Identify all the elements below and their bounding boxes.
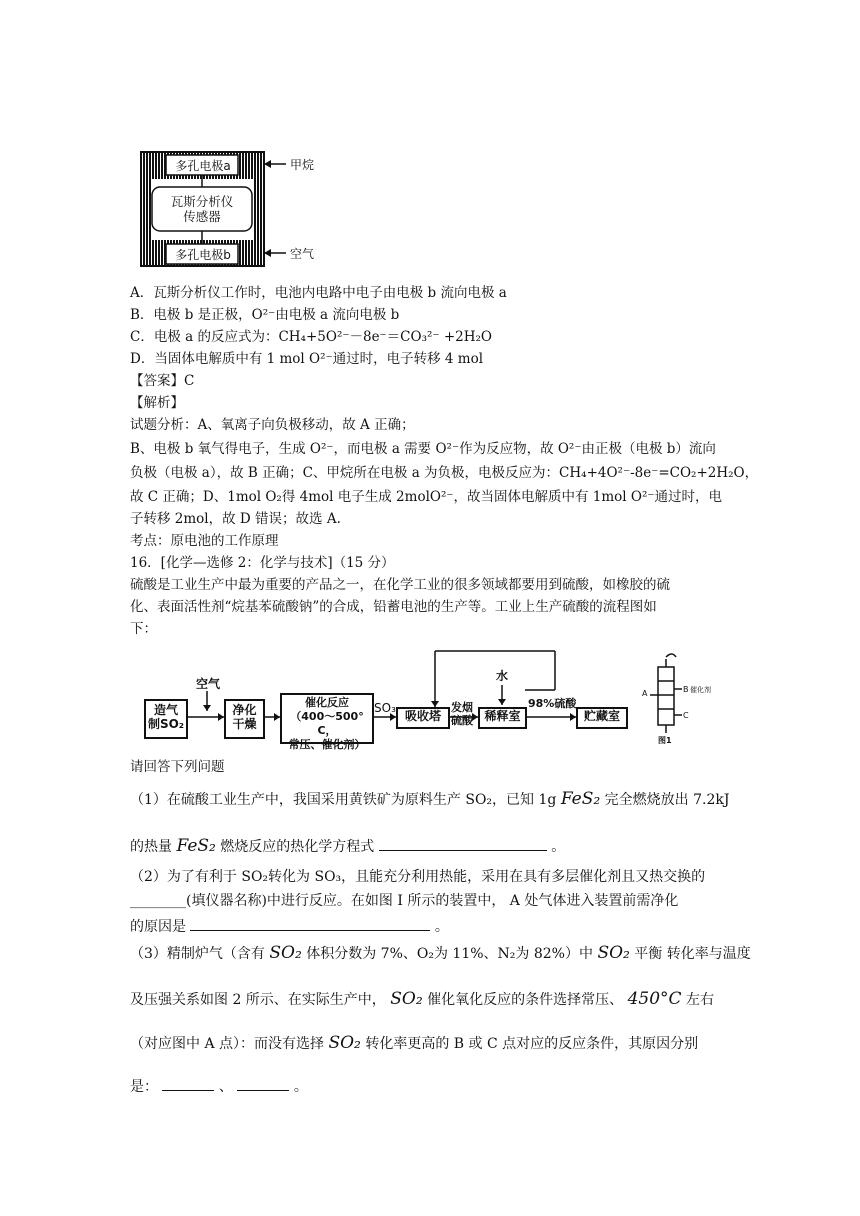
catalyst-label: 催化剂 <box>690 686 711 694</box>
step-purify-dry: 净化 干燥 <box>224 699 265 739</box>
fuming-acid-label: 发烟 硫酸 <box>451 701 473 727</box>
fuel-cell-figure <box>140 150 340 268</box>
analysis-line-5: 子转移 2mol，故 D 错误；故选 A. <box>130 511 341 527</box>
q3-end: 。 <box>293 1079 308 1095</box>
reactor-tower-icon <box>650 654 682 733</box>
q3-text-2b: 催化氧化反应的条件选择常压、 <box>427 992 624 1008</box>
q2-text-3: 的原因是 <box>130 919 186 935</box>
port-a-label: A <box>642 689 648 698</box>
option-a: A．瓦斯分析仪工作时，电池内电路中电子由电极 b 流向电极 a <box>130 285 507 301</box>
q2-line-2: ________(填仪器名称)中进行反应。在如图 I 所示的装置中， A 处气体进入装置前需净化 <box>130 893 679 909</box>
q3-answer-blank-2[interactable] <box>237 1076 289 1091</box>
option-d: D．当固体电解质中有 1 mol O²⁻通过时，电子转移 4 mol <box>130 351 484 367</box>
q16-intro-3: 下： <box>130 621 157 637</box>
q16-intro-2: 化、表面活性剂“烷基苯硫酸钠”的合成，铅蓄电池的生产等。工业上生产硫酸的流程图如 <box>130 599 657 615</box>
q3-text-4a: 是： <box>130 1079 158 1095</box>
figure-1-caption: 图1 <box>658 736 672 745</box>
q3-text-1a: （3）精制炉气（含有 <box>130 946 265 962</box>
kaodian: 考点：原电池的工作原理 <box>130 533 279 549</box>
port-c-label: C <box>683 711 689 720</box>
fes2-formula-2: FeS₂ <box>176 836 216 856</box>
q1-line-2 <box>130 836 565 856</box>
air-label: 空气 <box>290 247 315 261</box>
q1-line-1 <box>130 790 729 809</box>
water-label: 水 <box>496 669 509 683</box>
q3-line-1 <box>130 944 751 963</box>
q2-end: 。 <box>434 919 449 935</box>
q3-line-3 <box>130 1034 698 1053</box>
step-absorption-tower: 吸收塔 <box>396 707 450 729</box>
step-dilution-room: 稀释室 <box>478 707 527 729</box>
analysis-title: 【解析】 <box>130 395 184 411</box>
q1-text-3: 的热量 <box>130 839 172 855</box>
question-16-title: 16．[化学—选修 2：化学与技术]（15 分） <box>130 555 395 571</box>
methane-label: 甲烷 <box>290 158 315 172</box>
so3-label: SO₃ <box>374 701 396 715</box>
option-c: C．电极 a 的反应式为：CH₄+5O²⁻－8e⁻＝CO₃²⁻ +2H₂O <box>130 329 492 345</box>
q2-answer-blank[interactable] <box>190 916 430 931</box>
acid-98-label: 98%硫酸 <box>528 697 577 710</box>
temperature-value: 450°C <box>627 989 682 1009</box>
q3-text-1c: 平衡 转化率与温度 <box>634 946 751 962</box>
step-catalytic-reaction: 催化反应 （400～500° C， 常压、催化剂） <box>280 693 374 744</box>
electrode-a-label: 多孔电极a <box>175 159 231 173</box>
so2-formula-4: SO₂ <box>328 1033 361 1053</box>
fes2-formula: FeS₂ <box>560 789 601 809</box>
q3-separator: 、 <box>218 1079 233 1095</box>
sensor-label: 瓦斯分析仪 传感器 <box>170 194 234 224</box>
analysis-line-4: 故 C 正确；D、1mol O₂得 4mol 电子生成 2molO²⁻，故当固体电解质中有 1mol O²⁻通过时，电 <box>130 489 723 505</box>
analysis-line-1: 试题分析：A、氧离子向负极移动，故 A 正确； <box>130 417 415 433</box>
so2-formula-3: SO₂ <box>390 989 423 1009</box>
step-storage-room: 贮藏室 <box>576 707 628 729</box>
q3-line-4 <box>130 1076 308 1096</box>
answer: 【答案】C <box>130 373 195 389</box>
q3-text-3a: （对应图中 A 点）：而没有选择 <box>130 1036 325 1052</box>
prompt: 请回答下列问题 <box>130 759 225 775</box>
so2-formula-1: SO₂ <box>269 943 302 963</box>
option-b: B．电极 b 是正极，O²⁻由电极 a 流向电极 b <box>130 307 400 323</box>
q1-text-1: （1）在硫酸工业生产中，我国采用黄铁矿为原料生产 SO₂，已知 1g <box>130 792 557 808</box>
q2-line-3 <box>130 916 449 936</box>
q3-answer-blank-1[interactable] <box>162 1076 214 1091</box>
q1-end: 。 <box>551 839 566 855</box>
air-input-label: 空气 <box>196 677 221 691</box>
analysis-line-3: 负极（电极 a），故 B 正确；C、甲烷所在电极 a 为负极，电极反应为：CH₄+4O²⁻-8e⁻=CO₂+2H₂O， <box>130 465 759 481</box>
sulfuric-acid-flowchart <box>140 645 730 750</box>
q3-text-3b: 转化率更高的 B 或 C 点对应的反应条件，其原因分别 <box>365 1036 699 1052</box>
q2-line-1: （2）为了有利于 SO₂转化为 SO₃，且能充分利用热能，采用在具有多层催化剂且又热交换的 <box>130 869 706 885</box>
so2-formula-2: SO₂ <box>597 943 630 963</box>
q3-text-2c: 左右 <box>686 992 714 1008</box>
q16-intro-1: 硫酸是工业生产中最为重要的产品之一，在化学工业的很多领域都要用到硫酸，如橡胶的硫 <box>130 577 670 593</box>
q1-text-4: 燃烧反应的热化学方程式 <box>220 839 375 855</box>
q3-line-2 <box>130 990 714 1009</box>
port-b-label: B <box>683 685 689 694</box>
q3-text-1b: 体积分数为 7%、O₂为 11%、N₂为 82%）中 <box>306 946 593 962</box>
electrode-b-label: 多孔电极b <box>175 248 231 262</box>
q1-text-2: 完全燃烧放出 7.2kJ <box>604 792 730 808</box>
step-make-so2: 造气 制SO₂ <box>144 699 188 739</box>
q3-text-2a: 及压强关系如图 2 所示、在实际生产中， <box>130 992 386 1008</box>
analysis-line-2: B、电极 b 氧气得电子，生成 O²⁻，而电极 a 需要 O²⁻作为反应物，故 O²⁻由正极（电极 b）流向 <box>130 441 716 457</box>
q1-answer-blank[interactable] <box>379 836 547 851</box>
